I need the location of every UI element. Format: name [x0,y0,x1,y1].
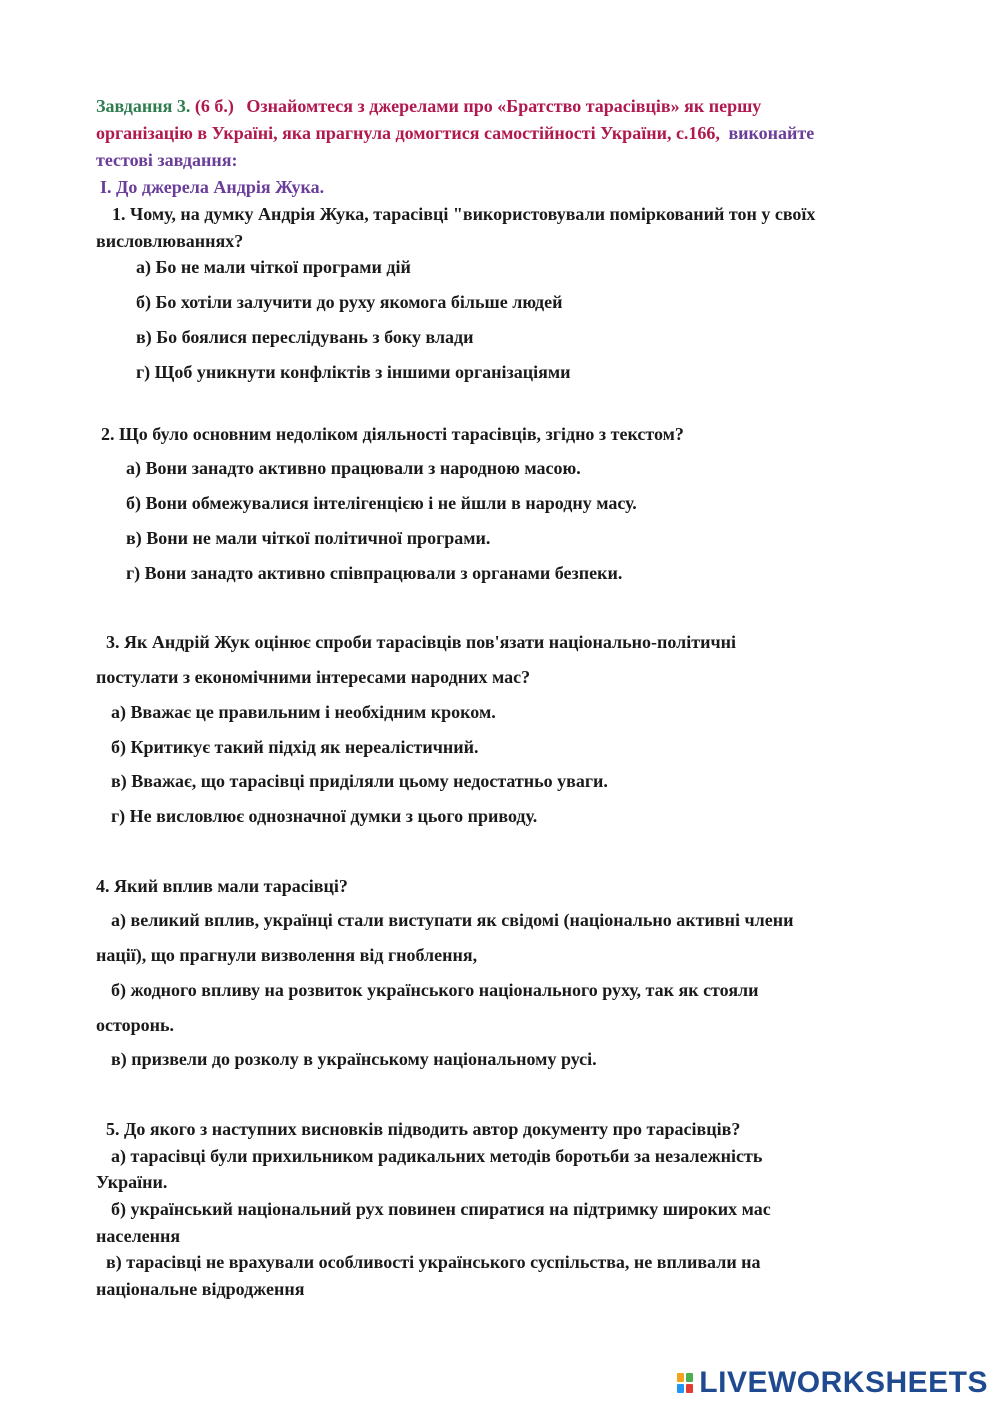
question-5-option-a: а) тарасівці були прихильником радикальних методів боротьби за незалежність [111,1146,763,1166]
question-4-text: 4. Який вплив мали тарасівці? [96,876,348,896]
question-2-option-d: г) Вони занадто активно співпрацювали з органами безпеки. [126,563,623,583]
question-1-text-cont: висловлюваннях? [96,231,244,251]
question-1-option-c: в) Бо боялися переслідувань з боку влади [136,327,474,347]
task-points: (6 б.) [194,96,234,116]
task-instruction-part-1: виконайте [728,123,815,143]
question-2-text: 2. Що було основним недоліком діяльності тарасівців, згідно з текстом? [101,424,684,444]
question-4-option-c: в) призвели до розколу в українському національному русі. [111,1049,597,1069]
question-2-option-c: в) Вони не мали чіткої політичної програми. [126,528,491,548]
question-1-option-a: а) Бо не мали чіткої програми дій [136,257,411,277]
logo-block-icon [677,1384,684,1393]
question-5-option-c: в) тарасівці не врахували особливості українського суспільства, не впливали на [106,1252,761,1272]
task-intro-line-2: організацію в Україні, яка прагнула домогтися самостійності України, с.166, [96,123,720,143]
question-3-option-d: г) Не висловлює однозначної думки з цього приводу. [111,806,538,826]
logo-block-icon [686,1373,693,1382]
logo-text: LIVEWORKSHEETS [699,1366,988,1399]
question-3-text: 3. Як Андрій Жук оцінює спроби тарасівців пов'язати національно-політичні [106,632,737,652]
task-instruction-part-2: тестові завдання: [96,150,238,170]
question-1-option-d: г) Щоб уникнути конфліктів з іншими організаціями [136,362,571,382]
question-3-option-c: в) Вважає, що тарасівці приділяли цьому недостатньо уваги. [111,771,608,791]
question-3-option-a: а) Вважає це правильним і необхідним кроком. [111,702,496,722]
task-header-line-1 [96,96,761,117]
logo-block-icon [677,1373,684,1382]
question-5-option-a-cont: України. [96,1172,168,1192]
task-header-line-2 [96,123,814,144]
question-1-text: 1. Чому, на думку Андрія Жука, тарасівці "використовували поміркований тон у своїх [112,204,816,224]
question-5-text: 5. До якого з наступних висновків підводить автор документу про тарасівців? [106,1119,741,1139]
question-2-option-b: б) Вони обмежувалися інтелігенцією і не йшли в народну масу. [126,493,637,513]
question-4-option-a: а) великий вплив, українці стали виступати як свідомі (національно активні члени [111,910,794,930]
question-4-option-b: б) жодного впливу на розвиток українського національного руху, так як стояли [111,980,759,1000]
question-1-option-b: б) Бо хотіли залучити до руху якомога більше людей [136,292,563,312]
section-title: І. До джерела Андрія Жука. [100,177,325,197]
logo-mark-icon [677,1373,693,1393]
task-intro-line-1: Ознайомтеся з джерелами про «Братство тарасівців» як першу [246,96,762,116]
question-4-option-a-cont: нації), що прагнули визволення від гноблення, [96,945,478,965]
liveworksheets-logo [677,1366,988,1400]
question-4-option-b-cont: осторонь. [96,1015,174,1035]
question-2-option-a: а) Вони занадто активно працювали з народною масою. [126,458,581,478]
question-5-option-b: б) український національний рух повинен спиратися на підтримку широких мас [111,1199,771,1219]
question-5-option-b-cont: населення [96,1226,181,1246]
logo-block-icon [686,1384,693,1393]
question-3-option-b: б) Критикує такий підхід як нереалістичний. [111,737,479,757]
task-label: Завдання 3. [96,96,191,116]
question-5-option-c-cont: національне відродження [96,1279,305,1299]
question-3-text-cont: постулати з економічними інтересами народних мас? [96,667,531,687]
